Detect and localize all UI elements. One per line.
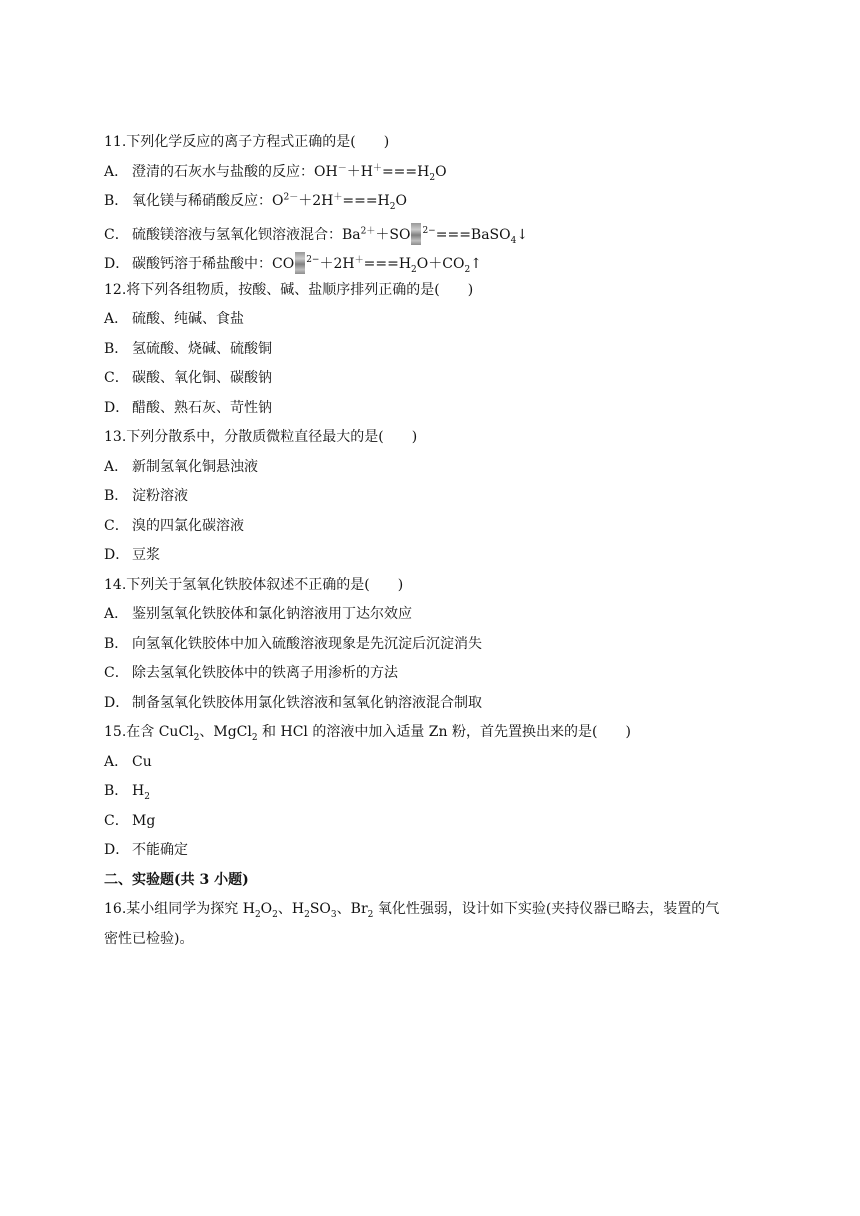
option-text: ===H xyxy=(363,256,412,272)
formula-image-placeholder xyxy=(295,252,305,274)
option-text: 硫酸、纯碱、食盐 xyxy=(132,311,244,327)
ion-charge: 2− xyxy=(306,255,320,265)
question-14-option-b xyxy=(104,630,764,660)
question-15-option-a xyxy=(104,748,764,778)
question-11-stem: 11.下列化学反应的离子方程式正确的是( ) xyxy=(104,134,390,150)
subscript: 2 xyxy=(389,201,396,212)
question-12-option-a xyxy=(104,305,764,335)
stem-text: 、Br xyxy=(336,901,368,917)
question-15-stem xyxy=(104,718,764,748)
document-page xyxy=(104,128,764,954)
superscript: ＋ xyxy=(354,255,364,266)
option-text: 碳酸、氧化铜、碳酸钠 xyxy=(132,370,272,386)
option-text: ===BaSO xyxy=(435,226,511,243)
stem-text: O xyxy=(260,901,273,917)
subscript: 2 xyxy=(193,732,200,743)
option-label: C． xyxy=(104,517,129,534)
option-text: ↑ xyxy=(470,256,482,272)
stem-text: 、H xyxy=(277,901,305,917)
subscript: 2 xyxy=(144,791,150,802)
stem-text: 、MgCl xyxy=(199,724,252,740)
option-label: D． xyxy=(104,842,130,858)
question-11-option-d xyxy=(104,246,764,276)
option-text: 澄清的石灰水与盐酸的反应：OH xyxy=(132,163,338,180)
option-text: O xyxy=(395,193,407,209)
question-12-option-c xyxy=(104,364,764,394)
option-text: ＋2H xyxy=(298,193,334,209)
option-label: C． xyxy=(104,812,129,829)
question-13-option-d xyxy=(104,541,764,571)
option-label: B． xyxy=(104,488,129,504)
question-13-stem: 13.下列分散系中，分散质微粒直径最大的是( ) xyxy=(104,429,418,445)
stem-text: 16.某小组同学为探究 H xyxy=(104,901,255,917)
question-14-stem: 14.下列关于氢氧化铁胶体叙述不正确的是( ) xyxy=(104,576,404,593)
option-label: A． xyxy=(104,753,129,770)
option-label: D． xyxy=(104,547,130,563)
subscript: 2 xyxy=(464,264,471,275)
option-text: O xyxy=(435,163,447,180)
option-text: 氧化镁与稀硝酸反应：O xyxy=(132,193,284,209)
question-15-option-b xyxy=(104,777,764,807)
subscript: 3 xyxy=(330,909,337,920)
option-text: 向氢氧化铁胶体中加入硫酸溶液现象是先沉淀后沉淀消失 xyxy=(132,635,482,652)
subscript: 2 xyxy=(251,732,258,743)
option-text: H xyxy=(132,783,145,799)
superscript: ＋ xyxy=(333,192,343,203)
option-text: 鉴别氢氧化铁胶体和氯化钠溶液用丁达尔效应 xyxy=(132,606,412,622)
option-text: 氢硫酸、烧碱、硫酸铜 xyxy=(132,340,272,357)
question-11-option-b xyxy=(104,187,764,217)
stem-text: 氧化性强弱，设计如下实验(夹持仪器已略去，装置的气 xyxy=(373,901,720,917)
option-text: 除去氢氧化铁胶体中的铁离子用渗析的方法 xyxy=(132,665,398,681)
question-14-option-a xyxy=(104,600,764,630)
question-15-option-d xyxy=(104,836,764,866)
option-label: D． xyxy=(104,694,130,711)
subscript: 2 xyxy=(254,909,261,920)
option-label: B． xyxy=(104,193,129,209)
section-heading: 二、实验题(共 3 小题) xyxy=(104,871,249,888)
option-text: O＋CO xyxy=(416,256,465,272)
question-13-option-c xyxy=(104,512,764,542)
option-text: 豆浆 xyxy=(132,547,160,563)
question-11-option-a xyxy=(104,158,764,188)
option-text: 醋酸、熟石灰、苛性钠 xyxy=(132,399,272,416)
option-text: 淀粉溶液 xyxy=(132,488,188,504)
option-label: D． xyxy=(104,399,130,416)
option-label: C． xyxy=(104,226,129,243)
option-label: B． xyxy=(104,340,129,357)
superscript: 2＋ xyxy=(360,225,376,236)
option-text: ＋2H xyxy=(319,256,355,272)
subscript: 4 xyxy=(510,235,517,246)
question-13-option-a xyxy=(104,453,764,483)
subscript: 2 xyxy=(272,909,278,920)
option-text: 硫酸镁溶液与氢氧化钡溶液混合：Ba xyxy=(132,226,361,243)
option-text: ↓ xyxy=(516,226,529,243)
option-label: B． xyxy=(104,783,129,799)
subscript: 2 xyxy=(367,909,374,920)
stem-text: 和 HCl 的溶液中加入适量 Zn 粉，首先置换出来的是( ) xyxy=(257,724,631,740)
option-label: A． xyxy=(104,458,129,475)
option-text: ＋H xyxy=(346,163,373,180)
question-13-option-b xyxy=(104,482,764,512)
stem-text: 15.在含 CuCl xyxy=(104,724,194,740)
question-15-option-c xyxy=(104,807,764,837)
option-label: A． xyxy=(104,606,129,622)
stem-text: SO xyxy=(309,901,331,917)
superscript: 2－ xyxy=(283,192,299,203)
option-text: ===H xyxy=(381,163,430,180)
option-text: 制备氢氧化铁胶体用氯化铁溶液和氢氧化钠溶液混合制取 xyxy=(132,694,482,711)
option-label: A． xyxy=(104,163,129,180)
question-14-option-d xyxy=(104,689,764,719)
option-text: 不能确定 xyxy=(132,842,188,858)
ion-charge: 2− xyxy=(422,225,436,236)
subscript: 2 xyxy=(411,264,417,275)
option-text: 新制氢氧化铜悬浊液 xyxy=(132,458,258,475)
question-12-option-b xyxy=(104,335,764,365)
option-text: Cu xyxy=(132,753,152,770)
option-text: Mg xyxy=(132,812,156,829)
option-label: C． xyxy=(104,665,129,681)
question-12-stem: 12.将下列各组物质，按酸、碱、盐顺序排列正确的是( ) xyxy=(104,281,474,298)
subscript: 2 xyxy=(304,909,310,920)
formula-image-placeholder xyxy=(411,223,421,245)
question-16-stem-line2: 密性已检验)。 xyxy=(104,930,194,947)
superscript: ＋ xyxy=(372,162,382,173)
option-text: ===H xyxy=(342,193,390,209)
option-label: B． xyxy=(104,635,129,652)
option-label: C． xyxy=(104,370,129,386)
question-12-option-d xyxy=(104,394,764,424)
option-text: ＋SO xyxy=(375,226,411,243)
option-label: A． xyxy=(104,311,129,327)
question-16-stem-line1 xyxy=(104,895,764,925)
option-text: 溴的四氯化碳溶液 xyxy=(132,517,244,534)
question-14-option-c xyxy=(104,659,764,689)
option-text: 碳酸钙溶于稀盐酸中：CO xyxy=(132,256,295,272)
option-label: D． xyxy=(104,256,130,272)
question-11-option-c xyxy=(104,217,764,247)
subscript: 2 xyxy=(429,172,436,183)
superscript: － xyxy=(337,162,347,173)
